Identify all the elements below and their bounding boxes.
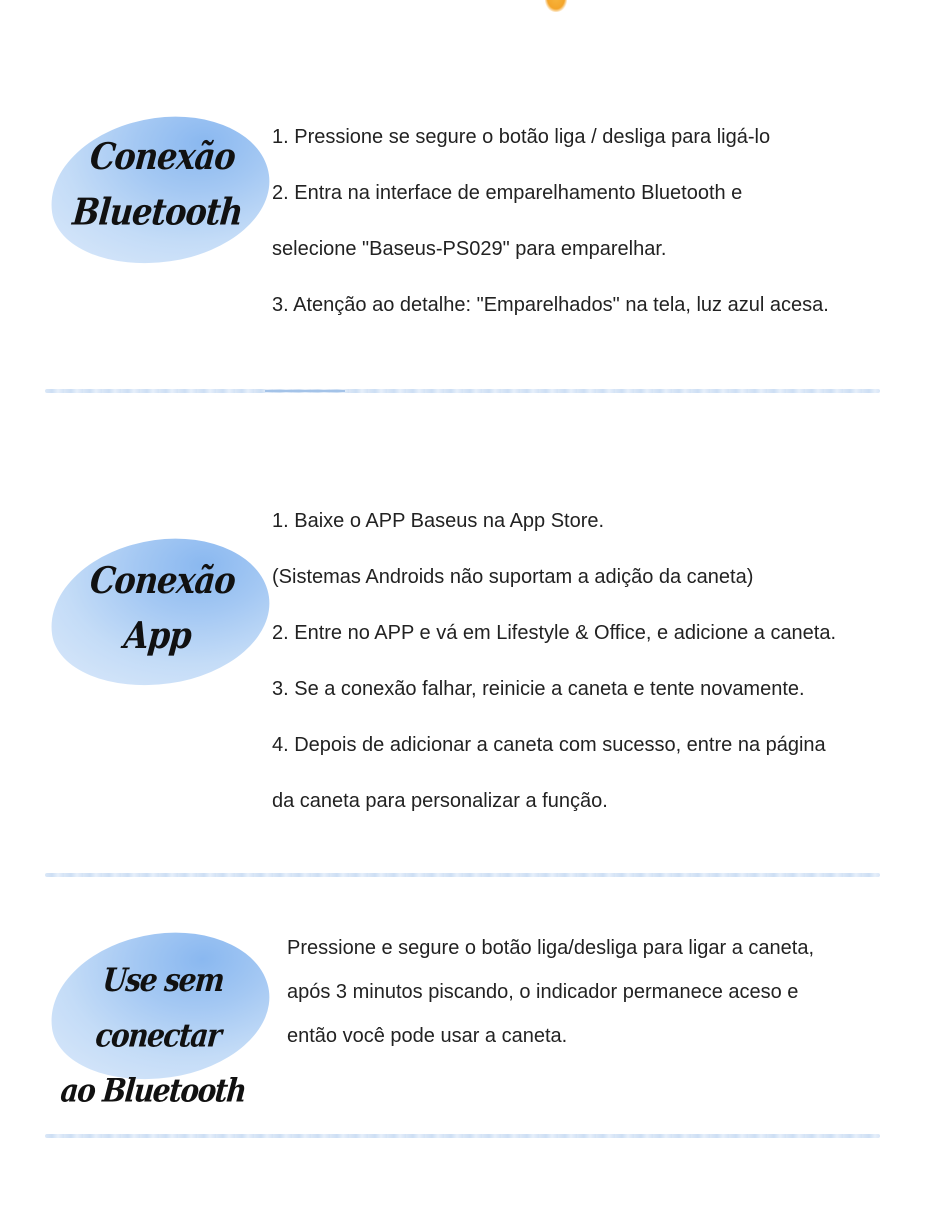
paragraph-line: Pressione e segure o botão liga/desliga para ligar a caneta, bbox=[287, 937, 815, 959]
section-title-line: ao Bluetooth bbox=[58, 1071, 248, 1110]
step-item: da caneta para personalizar a função. bbox=[272, 790, 608, 812]
paragraph-line: então você pode usar a caneta. bbox=[287, 1025, 568, 1047]
step-item: 1. Pressione se segure o botão liga / desliga para ligá-lo bbox=[272, 126, 771, 148]
step-item: 2. Entre no APP e vá em Lifestyle & Office, e adicione a caneta. bbox=[272, 622, 837, 644]
section-title-line: App bbox=[122, 613, 193, 658]
step-item: 2. Entra na interface de emparelhamento Bluetooth e bbox=[272, 182, 743, 204]
section-divider bbox=[45, 1134, 880, 1138]
step-list bbox=[272, 502, 836, 838]
section-title-line: Conexão bbox=[88, 558, 237, 603]
step-item: 3. Se a conexão falhar, reinicie a caneta e tente novamente. bbox=[272, 678, 805, 700]
section-title bbox=[35, 129, 285, 239]
step-item: 4. Depois de adicionar a caneta com sucesso, entre na página bbox=[272, 734, 826, 756]
paragraph-line: após 3 minutos piscando, o indicador permanece aceso e bbox=[287, 981, 799, 1003]
step-list bbox=[272, 118, 829, 342]
step-item: (Sistemas Androids não suportam a adição da caneta) bbox=[272, 566, 754, 588]
step-item: 1. Baixe o APP Baseus na App Store. bbox=[272, 510, 605, 532]
step-item: selecione "Baseus-PS029" para emparelhar. bbox=[272, 238, 667, 260]
section-divider bbox=[45, 873, 880, 877]
divider-accent bbox=[265, 390, 345, 392]
section-title-line: Conexão bbox=[88, 134, 237, 179]
section-title-line: Use sem conectar bbox=[93, 961, 226, 1055]
section-title-line: Bluetooth bbox=[70, 189, 245, 234]
section-title bbox=[30, 953, 285, 1119]
step-item: 3. Atenção ao detalhe: "Emparelhados" na tela, luz azul acesa. bbox=[272, 294, 829, 316]
top-decoration-icon bbox=[545, 0, 567, 12]
section-title bbox=[35, 553, 285, 663]
instruction-paragraph bbox=[287, 932, 907, 1064]
section-divider bbox=[45, 389, 880, 393]
